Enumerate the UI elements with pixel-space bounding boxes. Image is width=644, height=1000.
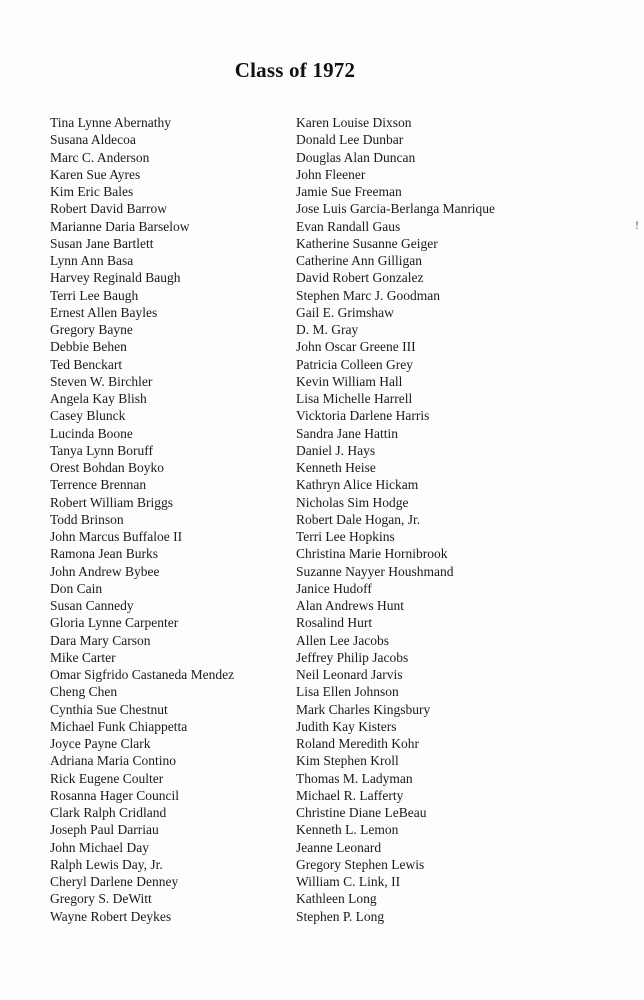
name-list-item: Jeanne Leonard xyxy=(296,839,382,855)
name-list-item: Jose Luis Garcia-Berlanga Manrique xyxy=(296,201,496,217)
name-list-item: Lucinda Boone xyxy=(50,425,133,441)
name-list-item: Marc C. Anderson xyxy=(50,149,150,165)
name-list-item: Rosanna Hager Council xyxy=(50,787,179,803)
name-list-item: Nicholas Sim Hodge xyxy=(296,494,409,510)
name-list-item: Don Cain xyxy=(50,580,103,596)
name-list-item: Terrence Brennan xyxy=(50,477,147,493)
name-list-item: Clark Ralph Cridland xyxy=(50,805,167,820)
name-list-item: Mike Carter xyxy=(50,649,116,665)
name-list-item: Ernest Allen Bayles xyxy=(50,304,158,320)
name-list-item: Catherine Ann Gilligan xyxy=(296,253,422,268)
name-list-item: Janice Hudoff xyxy=(296,580,372,596)
name-list-item: Kim Eric Bales xyxy=(50,184,134,199)
name-list-item: Susan Cannedy xyxy=(50,598,134,613)
name-list-item: Michael R. Lafferty xyxy=(296,787,404,803)
name-list-item: John Oscar Greene III xyxy=(296,339,416,355)
names-column-left xyxy=(50,114,234,925)
name-list-item: Sandra Jane Hattin xyxy=(296,425,398,441)
name-list-item: Jeffrey Philip Jacobs xyxy=(296,649,409,665)
name-list-item: Marianne Daria Barselow xyxy=(50,218,190,234)
name-list-item: Rick Eugene Coulter xyxy=(50,770,164,786)
name-list-item: Thomas M. Ladyman xyxy=(296,770,413,786)
names-column-right xyxy=(296,114,495,925)
name-list-item: Cynthia Sue Chestnut xyxy=(50,701,168,717)
name-list-item: Adriana Maria Contino xyxy=(50,753,176,769)
name-list-item: Gail E. Grimshaw xyxy=(296,304,394,320)
name-list-item: Rosalind Hurt xyxy=(296,615,373,631)
name-list-item: Robert Dale Hogan, Jr. xyxy=(296,511,421,527)
name-list-item: Ramona Jean Burks xyxy=(50,546,158,562)
name-list-item: Stephen Marc J. Goodman xyxy=(296,287,440,303)
name-list-item: Kathryn Alice Hickam xyxy=(296,477,419,493)
name-list-item: Dara Mary Carson xyxy=(50,632,151,648)
name-list-item: Omar Sigfrido Castaneda Mendez xyxy=(50,667,235,682)
name-list-item: Vicktoria Darlene Harris xyxy=(296,408,430,424)
name-list-item: Kenneth Heise xyxy=(296,460,376,475)
name-list-item: Roland Meredith Kohr xyxy=(296,736,419,751)
name-list-item: Christine Diane LeBeau xyxy=(296,805,427,820)
name-list-item: Orest Bohdan Boyko xyxy=(50,460,164,475)
name-list-item: Kenneth L. Lemon xyxy=(296,822,399,838)
name-list-item: Jamie Sue Freeman xyxy=(296,184,402,199)
name-list-item: Debbie Behen xyxy=(50,339,127,355)
name-list-item: David Robert Gonzalez xyxy=(296,270,424,286)
name-list-item: Kevin William Hall xyxy=(296,373,403,389)
name-list-item: John Fleener xyxy=(296,166,366,182)
name-list-item: Robert William Briggs xyxy=(50,494,173,510)
name-list-item: Lynn Ann Basa xyxy=(50,253,134,268)
name-list-item: Steven W. Birchler xyxy=(50,373,153,389)
name-list-item: Stephen P. Long xyxy=(296,908,385,924)
name-list-item: Susana Aldecoa xyxy=(50,132,136,148)
name-list-item: Harvey Reginald Baugh xyxy=(50,270,181,286)
name-list-item: Alan Andrews Hunt xyxy=(296,598,404,613)
name-list-item: Terri Lee Hopkins xyxy=(296,529,395,544)
name-list-item: Angela Kay Blish xyxy=(50,391,147,406)
margin-mark: ! xyxy=(635,218,639,232)
name-list-item: Cheryl Darlene Denney xyxy=(50,874,179,889)
name-list-item: Gregory Bayne xyxy=(50,322,133,337)
name-list-item: Gregory S. DeWitt xyxy=(50,891,152,907)
name-list-item: Cheng Chen xyxy=(50,684,118,700)
name-list-item: Joseph Paul Darriau xyxy=(50,822,159,838)
name-list-item: Mark Charles Kingsbury xyxy=(296,701,431,717)
name-list-item: William C. Link, II xyxy=(296,874,401,889)
name-list-item: Allen Lee Jacobs xyxy=(296,632,389,648)
name-list-item: Casey Blunck xyxy=(50,408,126,424)
name-list-item: Gloria Lynne Carpenter xyxy=(50,615,179,631)
name-list-item: Susan Jane Bartlett xyxy=(50,235,154,251)
name-list-item: Terri Lee Baugh xyxy=(50,287,139,303)
name-list-item: Kim Stephen Kroll xyxy=(296,753,399,769)
name-list-item: Lisa Ellen Johnson xyxy=(296,684,399,700)
name-list-item: Ted Benckart xyxy=(50,356,123,372)
name-list-item: Patricia Colleen Grey xyxy=(296,356,413,372)
name-list-item: Karen Sue Ayres xyxy=(50,166,141,182)
name-list-item: John Michael Day xyxy=(50,839,149,855)
name-list-item: Wayne Robert Deykes xyxy=(50,908,172,924)
name-list-item: Michael Funk Chiappetta xyxy=(50,718,188,734)
name-list-item: Joyce Payne Clark xyxy=(50,736,151,751)
name-list-item: Robert David Barrow xyxy=(50,201,167,217)
name-list-item: John Andrew Bybee xyxy=(50,563,160,579)
name-list-item: Tanya Lynn Boruff xyxy=(50,442,154,458)
page-title: Class of 1972 xyxy=(234,58,356,82)
name-list-item: Kathleen Long xyxy=(296,891,377,907)
name-list-item: Todd Brinson xyxy=(50,511,124,527)
name-list-item: Katherine Susanne Geiger xyxy=(296,235,438,251)
name-list-item: John Marcus Buffaloe II xyxy=(50,529,183,544)
name-list-item: Gregory Stephen Lewis xyxy=(296,856,425,872)
name-list-item: Tina Lynne Abernathy xyxy=(50,115,171,130)
name-list-item: Douglas Alan Duncan xyxy=(296,149,416,165)
name-list-item: Donald Lee Dunbar xyxy=(296,132,404,148)
name-list-item: Christina Marie Hornibrook xyxy=(296,546,448,562)
name-list-item: Lisa Michelle Harrell xyxy=(296,391,413,406)
name-list-item: Suzanne Nayyer Houshmand xyxy=(296,563,454,579)
name-list-item: Karen Louise Dixson xyxy=(296,115,412,130)
name-list-item: Daniel J. Hays xyxy=(296,442,376,458)
name-list-item: Ralph Lewis Day, Jr. xyxy=(50,856,163,872)
name-list-item: Evan Randall Gaus xyxy=(296,218,401,234)
name-list-item: D. M. Gray xyxy=(296,322,359,337)
name-list-item: Judith Kay Kisters xyxy=(296,718,397,734)
name-list-item: Neil Leonard Jarvis xyxy=(296,667,403,682)
